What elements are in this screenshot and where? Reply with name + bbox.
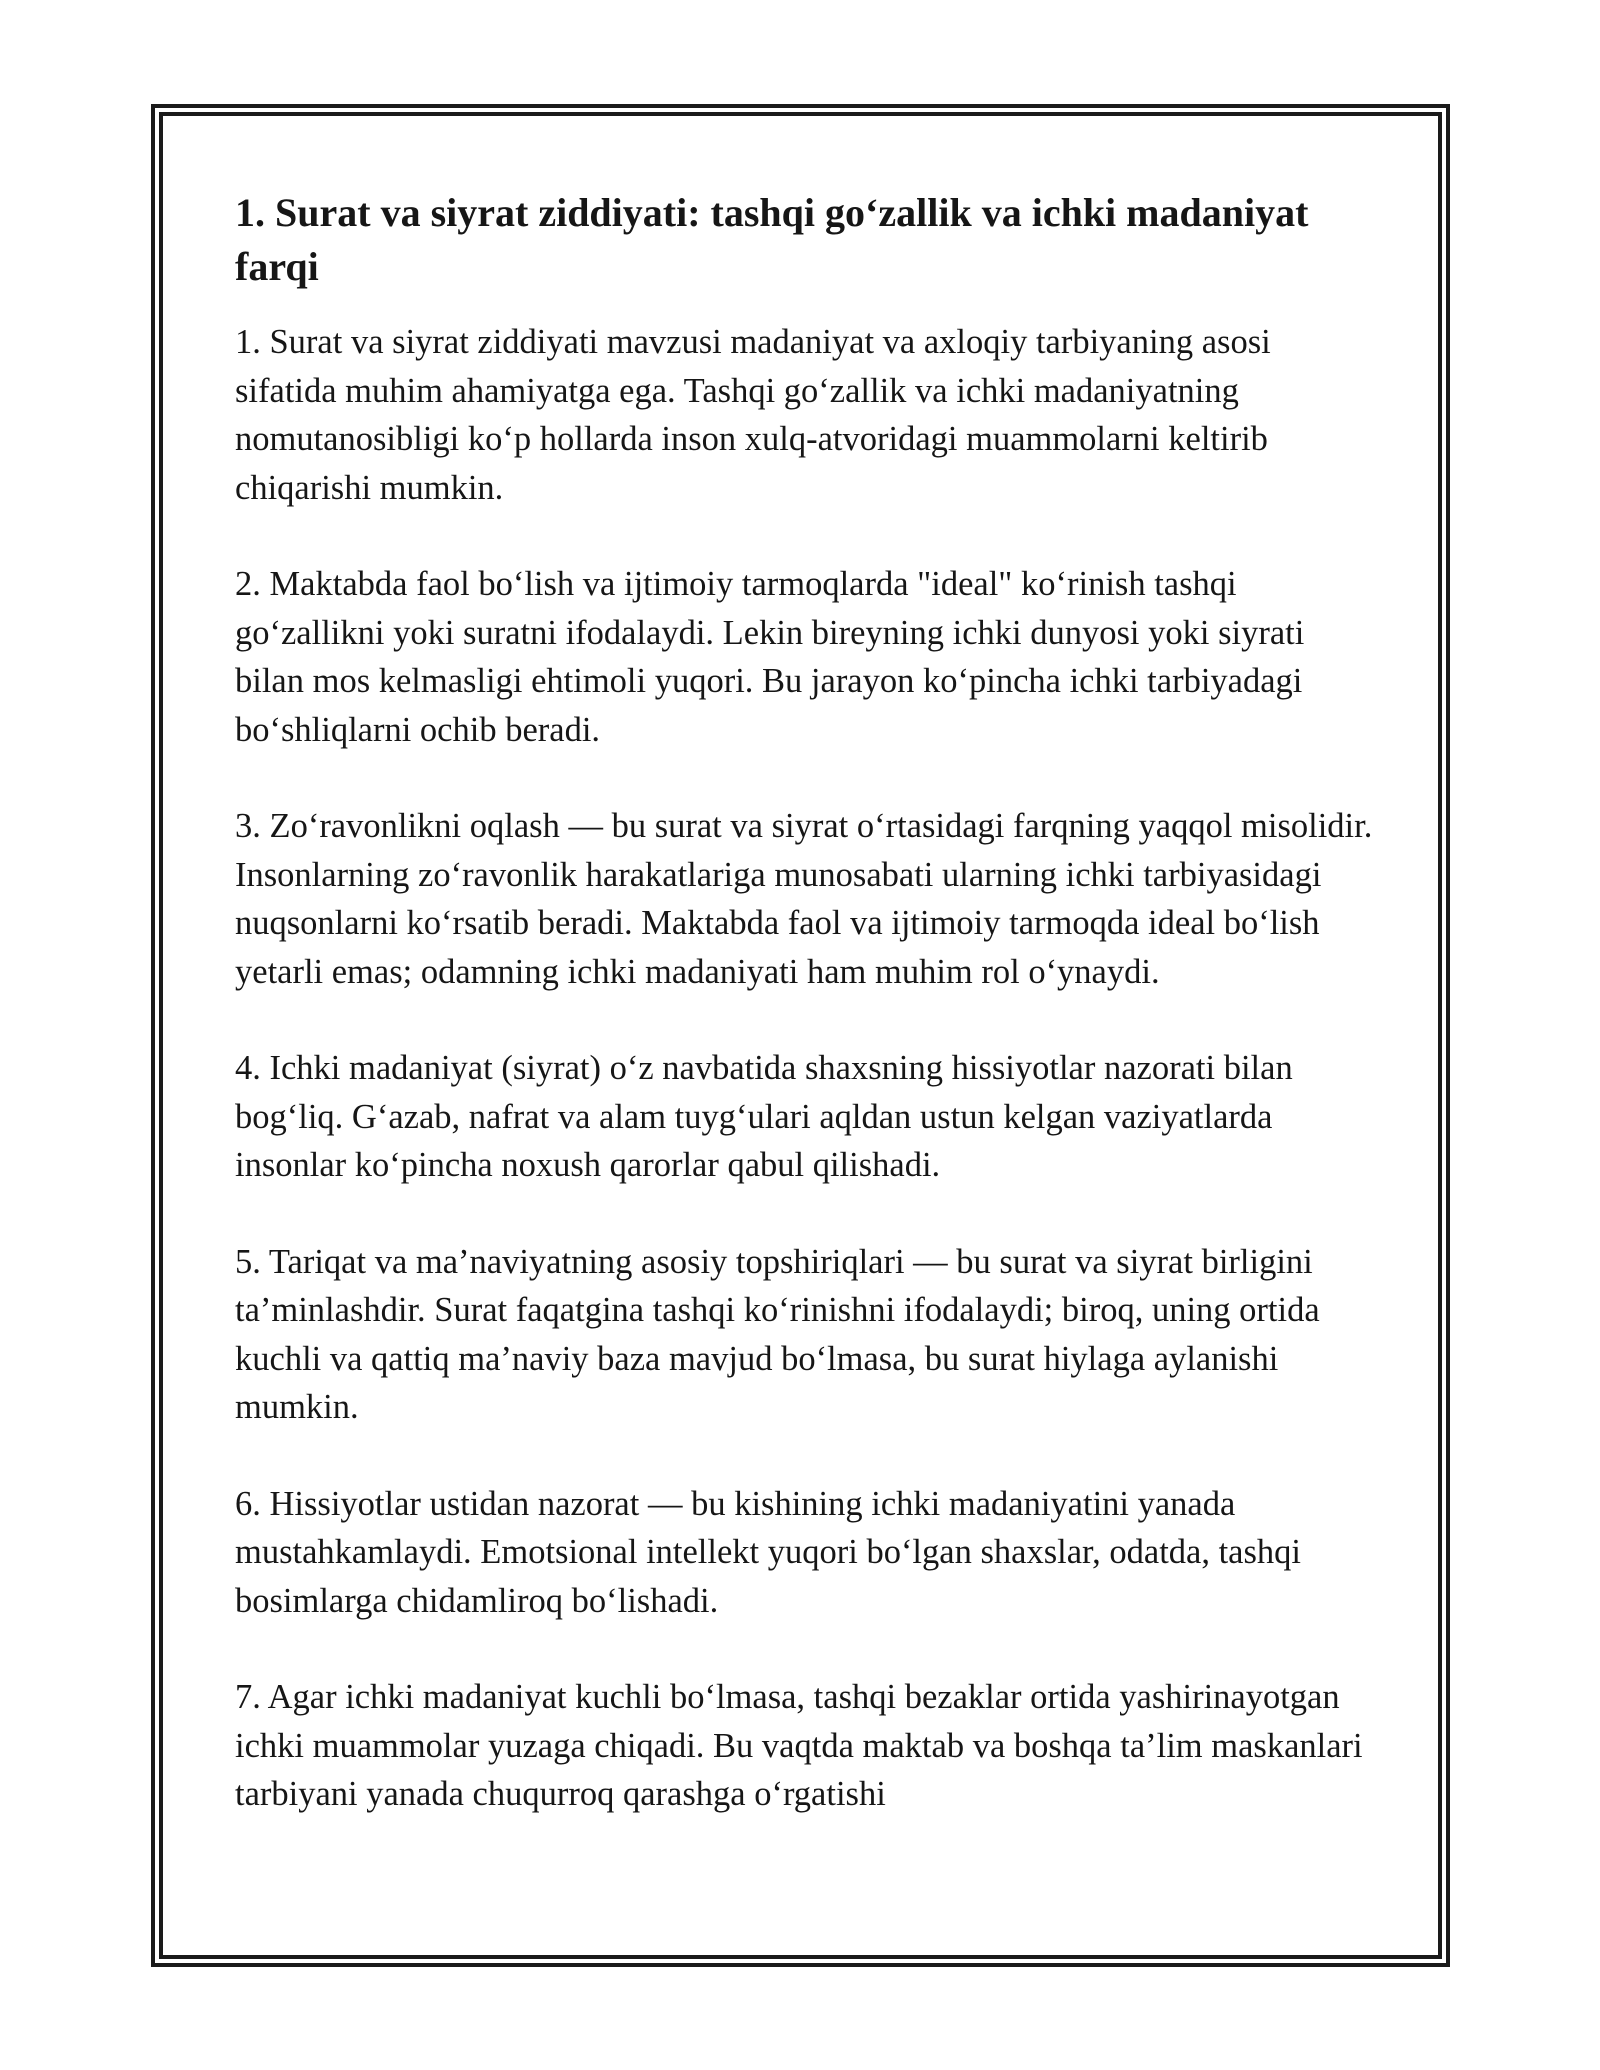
document-body [235,186,1375,1867]
paragraph-2: 2. Maktabda faol bo‘lish va ijtimoiy tarmoqlarda "ideal" ko‘rinish tashqi go‘zallikni yoki suratni ifodalaydi. Lekin bireyning ichki dunyosi yoki siyrati bilan mos kelmasligi ehtimoli yuqori. Bu jarayon ko‘pincha ichki tarbiyadagi bo‘shliqlarni ochib beradi. [235,565,1305,749]
paragraph-6: 6. Hissiyotlar ustidan nazorat — bu kishining ichki madaniyatini yanada mustahkamlaydi. Emotsional intellekt yuqori bo‘lgan shaxslar, odatda, tashqi bosimlarga chidamliroq bo‘lishadi. [235,1484,1301,1620]
paragraph-4: 4. Ichki madaniyat (siyrat) o‘z navbatida shaxsning hissiyotlar nazorati bilan bog‘liq. G‘azab, nafrat va alam tuyg‘ulari aqldan ustun kelgan vaziyatlarda insonlar ko‘pincha noxush qarorlar qabul qilishadi. [235,1049,1293,1184]
paragraph-5: 5. Tariqat va ma’naviyatning asosiy topshiriqlari — bu surat va siyrat birligini ta’minlashdir. Surat faqatgina tashqi ko‘rinishni ifodalaydi; biroq, uning ortida kuchli va qattiq ma’naviy baza mavjud bo‘lmasa, bu surat hiylaga aylanishi mumkin. [235,1242,1320,1426]
paragraph-1: 1. Surat va siyrat ziddiyati mavzusi madaniyat va axloqiy tarbiyaning asosi sifatida muhim ahamiyatga ega. Tashqi go‘zallik va ichki madaniyatning nomutanosibligi ko‘p hollarda inson xulq-atvoridagi muammolarni keltirib chiqarishi mumkin. [235,323,1271,507]
document-title: 1. Surat va siyrat ziddiyati: tashqi go‘zallik va ichki madaniyat farqi [235,190,1309,289]
paragraph-3: 3. Zo‘ravonlikni oqlash — bu surat va siyrat o‘rtasidagi farqning yaqqol misolidir. Insonlarning zo‘ravonlik harakatlariga munosabati ularning ichki tarbiyasidagi nuqsonlarni ko‘rsatib beradi. Maktabda faol va ijtimoiy tarmoqda ideal bo‘lish yetarli emas; odamning ichki madaniyati ham muhim rol o‘ynaydi. [235,807,1373,991]
paragraph-7: 7. Agar ichki madaniyat kuchli bo‘lmasa, tashqi bezaklar ortida yashirinayotgan ichki muammolar yuzaga chiqadi. Bu vaqtda maktab va boshqa ta’lim maskanlari tarbiyani yanada chuqurroq qarashga o‘rgatishi [235,1678,1363,1813]
